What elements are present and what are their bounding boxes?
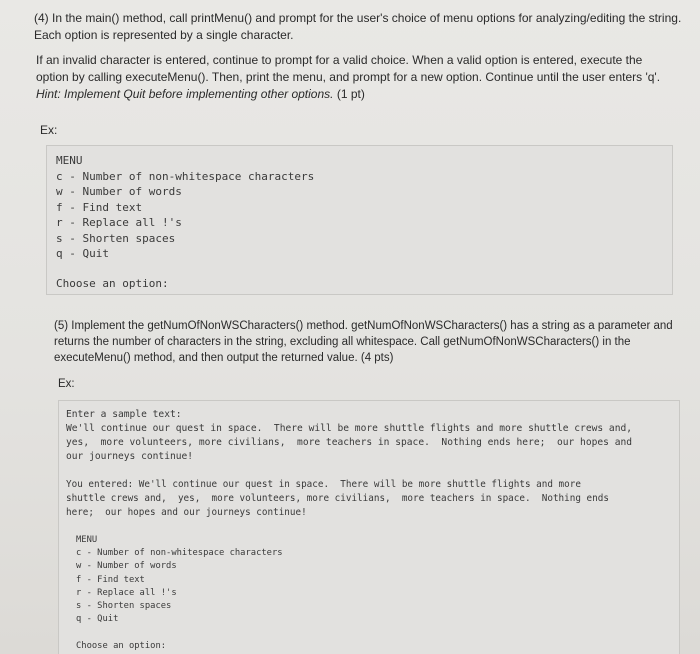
menu-item-f: f - Find text — [56, 200, 143, 214]
sample-input-line: yes, more volunteers, more civilians, more teachers in space. Nothing ends here; our hopes and — [66, 437, 633, 448]
menu-item-f: f - Find text — [76, 574, 145, 585]
section4-intro: (4) In the main() method, call printMenu() and prompt for the user's choice of menu options for analyzing/editing the string. Each option is represented by a single character. — [34, 11, 682, 42]
sample-input-line: our journeys continue! — [66, 451, 194, 462]
section5-text: (5) Implement the getNumOfNonWSCharacters() method. getNumOfNonWSCharacters() has a string as a parameter and returns the number of characters in the string, excluding all whitespace. Call getNumOfNonWSCharacters() in the executeMenu() method, and then output the returned value. (4 pts) — [54, 320, 673, 364]
entered-text-line: You entered: We'll continue our quest in space. There will be more shuttle flights and more — [66, 479, 581, 490]
menu-item-c: c - Number of non-whitespace characters — [76, 548, 283, 559]
entered-text-line: shuttle crews and, yes, more volunteers, more civilians, more teachers in space. Nothing ends — [66, 493, 609, 504]
choose-option-prompt: Choose an option: — [56, 276, 169, 290]
menu-item-s: s - Shorten spaces — [56, 231, 176, 245]
menu-title: MENU — [56, 154, 83, 167]
enter-sample-prompt: Enter a sample text: — [66, 409, 182, 420]
entered-text-line: here; our hopes and our journeys continue! — [66, 507, 307, 518]
choose-option-prompt: Choose an option: — [76, 641, 167, 652]
menu-item-r: r - Replace all !'s — [56, 216, 182, 229]
section4-body — [36, 52, 676, 103]
section4-body-text: If an invalid character is entered, continue to prompt for a valid choice. When a valid option is entered, execute the option by calling executeMenu(). Then, print the menu, and prompt for a new option. Continue until the user enters 'q'. — [36, 53, 661, 84]
sample-input-line: We'll continue our quest in space. There will be more shuttle flights and more shuttle crews and, — [66, 423, 633, 434]
menu-item-w: w - Number of words — [56, 185, 182, 198]
section5-menu — [66, 534, 679, 654]
section4-points: (1 pt) — [336, 87, 365, 101]
section5-example-label: Ex: — [58, 378, 75, 390]
menu-title: MENU — [76, 535, 98, 545]
section4-code-block — [46, 145, 673, 295]
section4-example-label: Ex: — [40, 123, 58, 137]
menu-item-c: c - Number of non-whitespace characters — [56, 169, 315, 183]
menu-item-q: q - Quit — [56, 247, 109, 260]
menu-item-q: q - Quit — [76, 614, 119, 625]
menu-item-r: r - Replace all !'s — [76, 587, 177, 598]
section4-hint: Hint: Implement Quit before implementing other options. — [36, 87, 334, 101]
section5-code-block — [58, 400, 680, 654]
menu-item-w: w - Number of words — [76, 561, 177, 572]
menu-item-s: s - Shorten spaces — [76, 601, 172, 612]
